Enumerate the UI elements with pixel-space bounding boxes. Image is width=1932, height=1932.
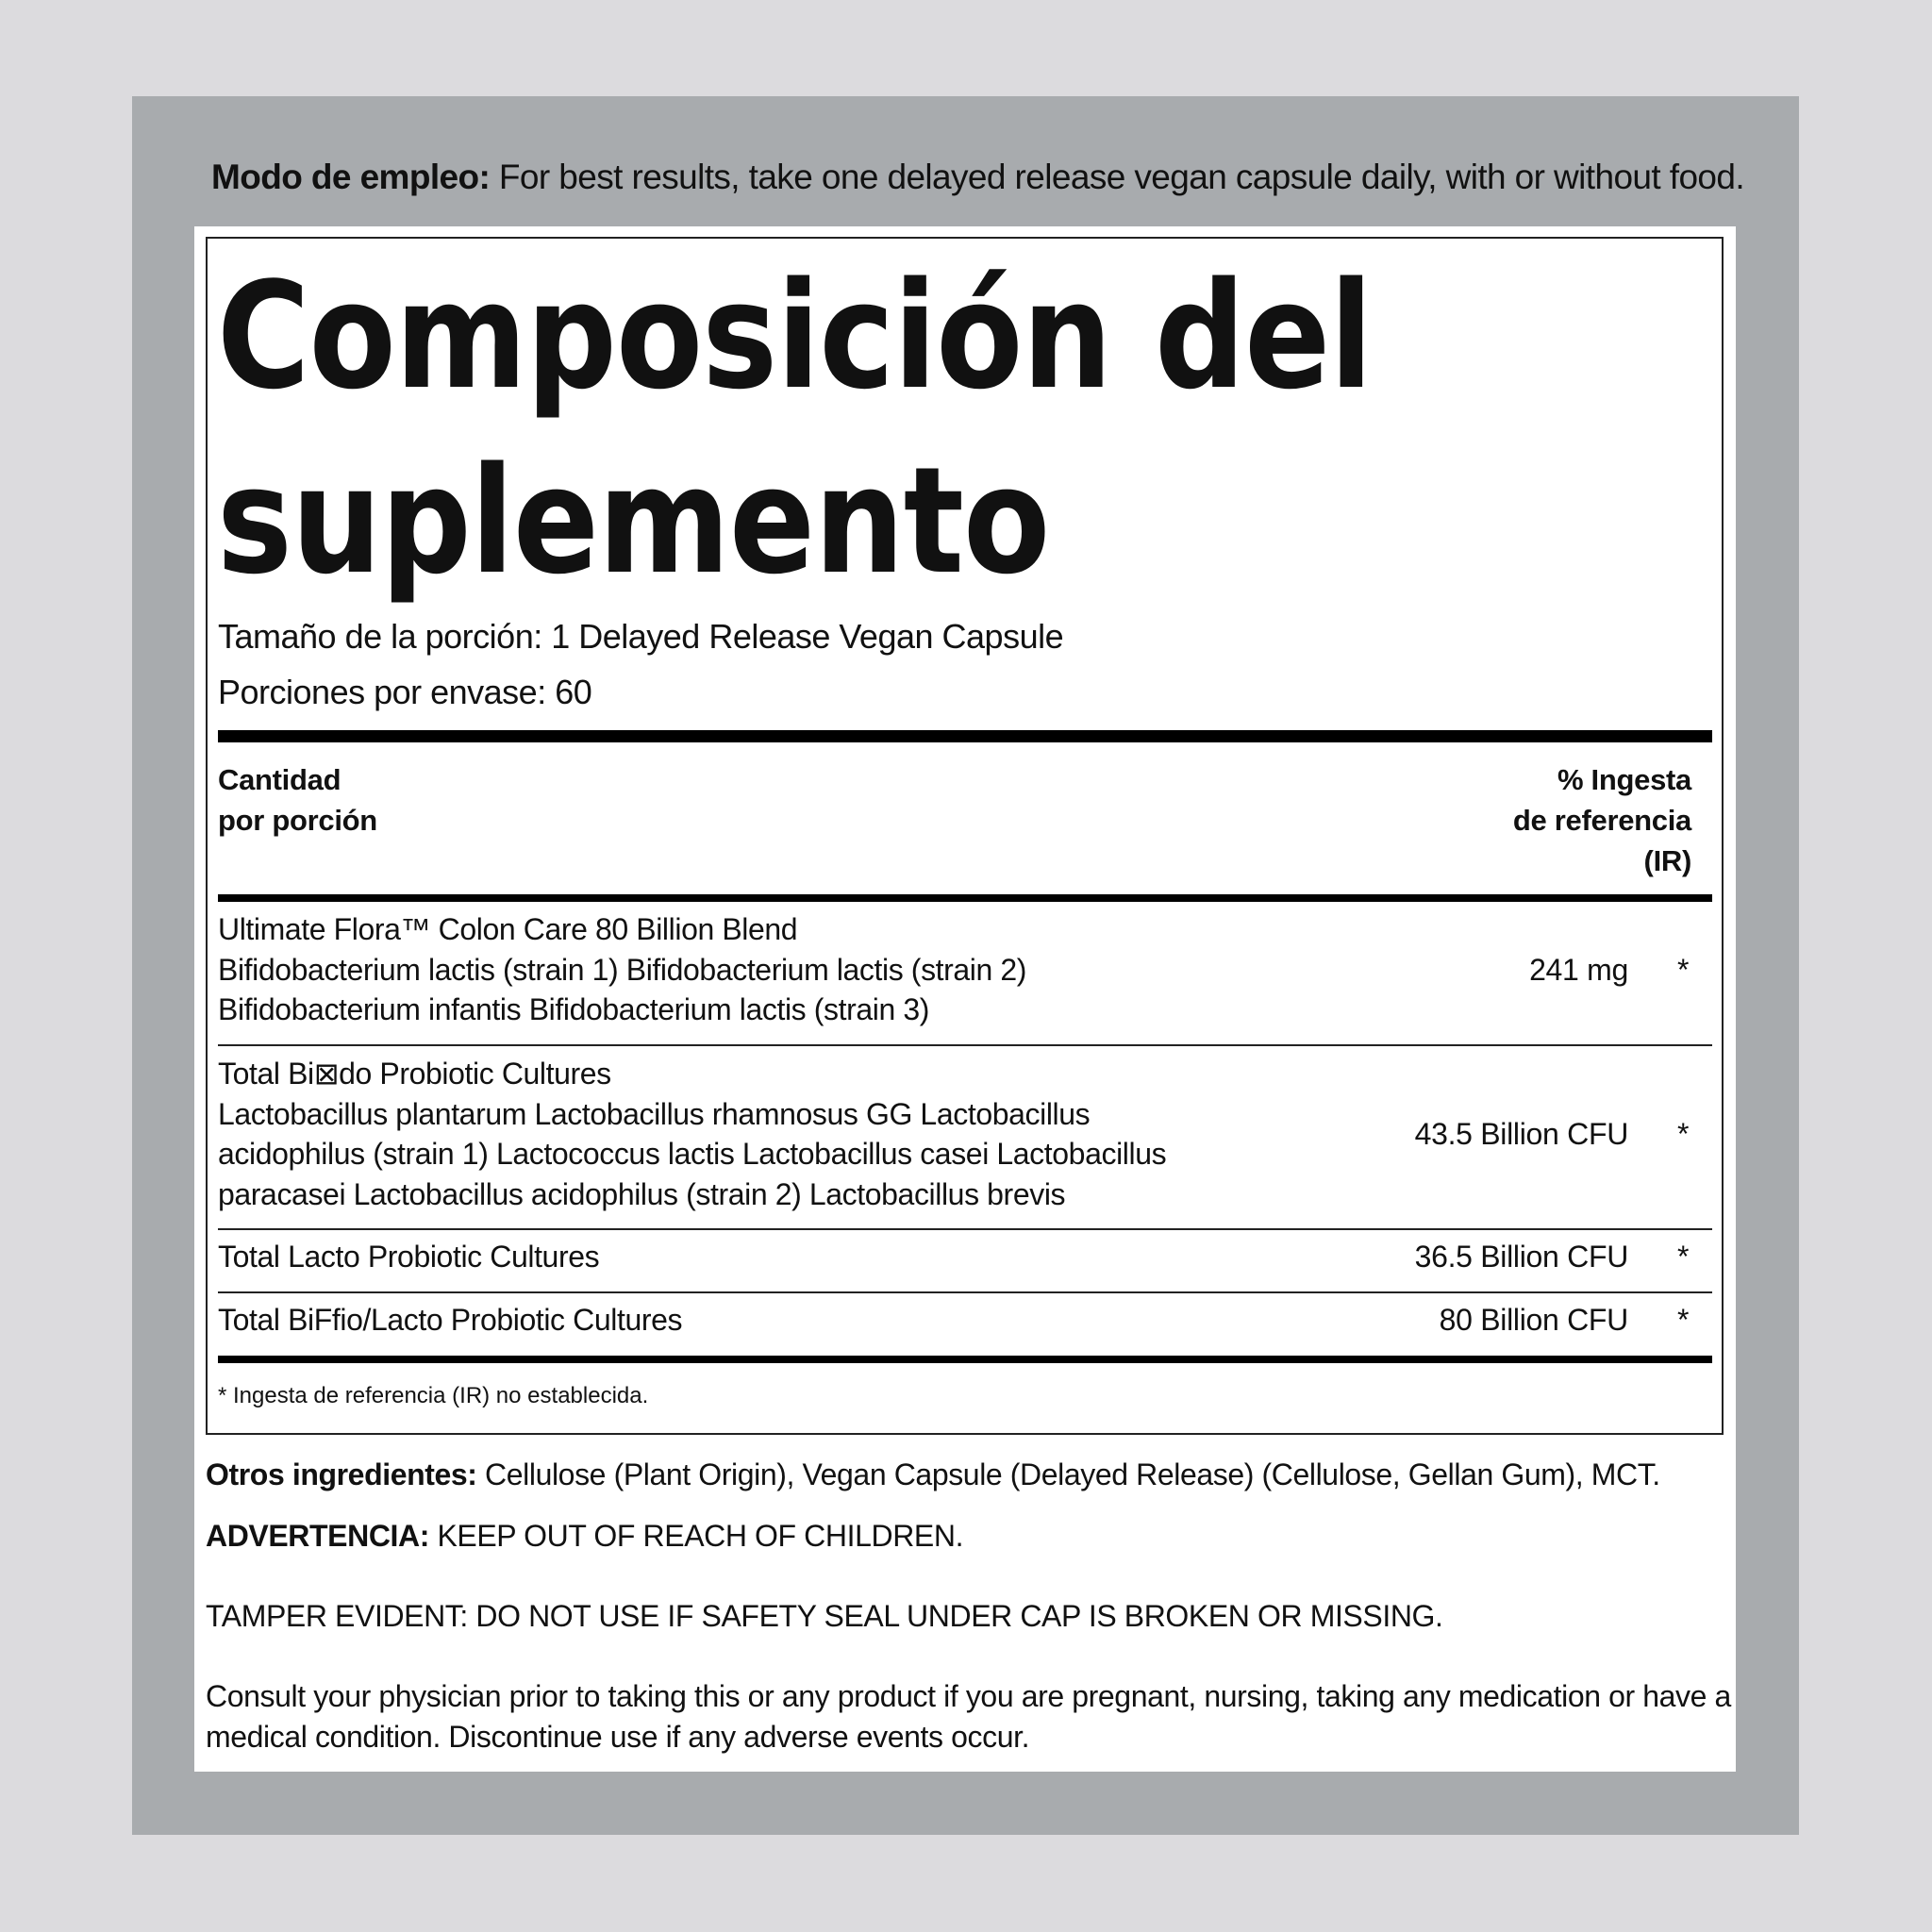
ingredient-amount: 241 mg <box>1529 953 1628 987</box>
table-row <box>218 909 1237 1030</box>
ingredient-detail: Lactobacillus plantarum Lactobacillus rhamnosus GG Lactobacillus acidophilus (strain 1) Lactococcus lactis Lactobacillus casei Lactobacillus paracasei Lactobacillus acidophilus (strain 2) Lactobacillus brevis <box>218 1096 1167 1211</box>
warning-text: KEEP OUT OF REACH OF CHILDREN. <box>428 1519 964 1553</box>
header-right-line3: (IR) <box>1643 844 1691 877</box>
reference-intake-footnote: * Ingesta de referencia (IR) no establecida. <box>218 1383 649 1408</box>
warning <box>206 1516 1715 1557</box>
ingredient-name: Total BiFfio/Lacto Probiotic Cultures <box>218 1303 683 1337</box>
ingredient-name: Ultimate Flora™ Colon Care 80 Billion Blend <box>218 912 798 946</box>
directions-label: Modo de empleo: <box>211 158 491 196</box>
row-divider <box>218 1228 1712 1230</box>
row-divider <box>218 1044 1712 1046</box>
ingredient-detail: Bifidobacterium lactis (strain 1) Bifidobacterium lactis (strain 2) Bifidobacterium infantis Bifidobacterium lactis (strain 3) <box>218 952 1027 1026</box>
ingredient-dv: * <box>1677 1117 1690 1151</box>
consult-physician-notice: Consult your physician prior to taking this or any product if you are pregnant, nursing, taking any medication or have a medical condition. Discontinue use if any adverse events occur. <box>206 1679 1731 1754</box>
serving-size: Tamaño de la porción: 1 Delayed Release Vegan Capsule <box>218 617 1064 656</box>
ingredient-name: Total Lacto Probiotic Cultures <box>218 1240 600 1274</box>
warning-label: ADVERTENCIA: <box>206 1519 429 1553</box>
other-ingredients-text: Cellulose (Plant Origin), Vegan Capsule (Delayed Release) (Cellulose, Gellan Gum), MCT. <box>476 1457 1660 1491</box>
directions-body: For best results, take one delayed release vegan capsule daily, with or without food. <box>490 158 1745 196</box>
ingredient-dv: * <box>1677 1303 1690 1337</box>
ingredient-dv: * <box>1677 953 1690 987</box>
table-row <box>218 1237 1237 1277</box>
ingredient-dv: * <box>1677 1240 1690 1274</box>
ingredient-amount: 36.5 Billion CFU <box>1414 1240 1628 1274</box>
thick-divider-top <box>218 730 1712 742</box>
ingredient-amount: 80 Billion CFU <box>1439 1303 1628 1337</box>
tamper-evident-notice: TAMPER EVIDENT: DO NOT USE IF SAFETY SEAL UNDER CAP IS BROKEN OR MISSING. <box>206 1599 1443 1633</box>
header-right-line1: % Ingesta <box>1557 763 1691 796</box>
row-divider <box>218 1291 1712 1293</box>
thick-divider-header <box>218 894 1712 902</box>
facts-title-line2: suplemento <box>217 435 1050 607</box>
table-row <box>218 1054 1237 1214</box>
facts-title-line1: Composición del <box>217 250 1373 422</box>
thick-divider-bottom <box>218 1356 1712 1363</box>
ingredient-amount: 43.5 Billion CFU <box>1414 1117 1628 1151</box>
table-row <box>218 1300 1237 1341</box>
header-reference-intake <box>1513 759 1691 881</box>
other-ingredients-label: Otros ingredientes: <box>206 1457 477 1491</box>
header-left-line2: por porción <box>218 804 377 837</box>
header-left-line1: Cantidad <box>218 763 341 796</box>
ingredient-name: Total Bi⊠do Probiotic Cultures <box>218 1057 611 1091</box>
servings-per-container: Porciones por envase: 60 <box>218 673 592 711</box>
header-amount-per-serving <box>218 759 377 841</box>
directions-text <box>211 153 1745 202</box>
header-right-line2: de referencia <box>1512 804 1691 837</box>
other-ingredients <box>206 1455 1715 1495</box>
facts-title <box>217 243 1373 613</box>
